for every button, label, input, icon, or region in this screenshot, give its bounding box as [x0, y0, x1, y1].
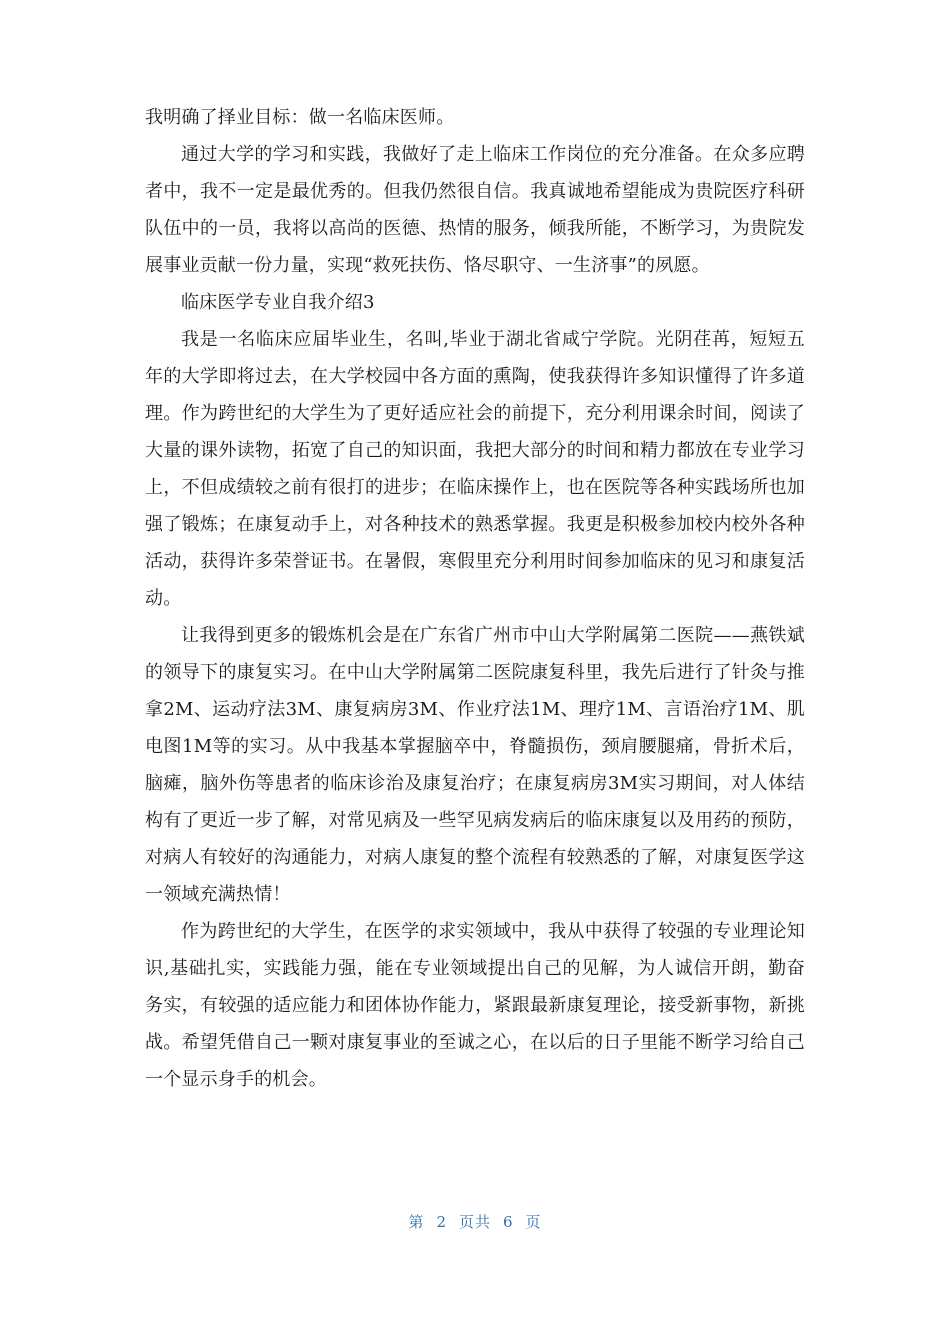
paragraph-5: 作为跨世纪的大学生，在医学的求实领域中，我从中获得了较强的专业理论知识,基础扎实，实践能力强，能在专业领域提出自己的见解，为人诚信开朗，勤奋务实，有较强的适应能力和团体协作能力，紧跟最新康复理论，接受新事物，新挑战。希望凭借自己一颗对康复事业的至诚之心，在以后的日子里能不断学习给自己一个显示身手的机会。: [145, 921, 805, 1090]
paragraph-3: 我是一名临床应届毕业生，名叫,毕业于湖北省咸宁学院。光阴荏苒，短短五年的大学即将过去，在大学校园中各方面的熏陶，使我获得许多知识懂得了许多道理。作为跨世纪的大学生为了更好适应社会的前提下，充分利用课余时间，阅读了大量的课外读物，拓宽了自己的知识面，我把大部分的时间和精力都放在专业学习上，不但成绩较之前有很打的进步；在临床操作上，也在医院等各种实践场所也加强了锻炼；在康复动手上，对各种技术的熟悉掌握。我更是积极参加校内校外各种活动，获得许多荣誉证书。在暑假，寒假里充分利用时间参加临床的见习和康复活动。: [145, 329, 805, 609]
footer-middle: 页共: [458, 1213, 491, 1231]
paragraph-1: 我明确了择业目标：做一名临床医师。: [145, 107, 455, 128]
footer-suffix: 页: [525, 1213, 542, 1231]
footer-prefix: 第: [408, 1213, 425, 1231]
footer-current-page: 2: [436, 1213, 447, 1231]
paragraph-2: 通过大学的学习和实践，我做好了走上临床工作岗位的充分准备。在众多应聘者中，我不一定是最优秀的。但我仍然很自信。我真诚地希望能成为贵院医疗科研队伍中的一员，我将以高尚的医德、热情的服务，倾我所能，不断学习，为贵院发展事业贡献一份力量，实现“救死扶伤、恪尽职守、一生济事”的夙愿。: [145, 144, 805, 276]
document-body: [145, 99, 805, 1098]
paragraph-4: 让我得到更多的锻炼机会是在广东省广州市中山大学附属第二医院——燕铁斌的领导下的康复实习。在中山大学附属第二医院康复科里，我先后进行了针灸与推拿2M、运动疗法3M、康复病房3M、作业疗法1M、理疗1M、言语治疗1M、肌电图1M等的实习。从中我基本掌握脑卒中，脊髓损伤，颈肩腰腿痛，骨折术后，脑瘫，脑外伤等患者的临床诊治及康复治疗；在康复病房3M实习期间，对人体结构有了更近一步了解，对常见病及一些罕见病发病后的临床康复以及用药的预防，对病人有较好的沟通能力，对病人康复的整个流程有较熟悉的了解，对康复医学这一领域充满热情！: [145, 625, 805, 905]
footer-total-pages: 6: [503, 1213, 514, 1231]
page-footer: [0, 1211, 950, 1232]
section-heading: 临床医学专业自我介绍3: [181, 292, 375, 313]
